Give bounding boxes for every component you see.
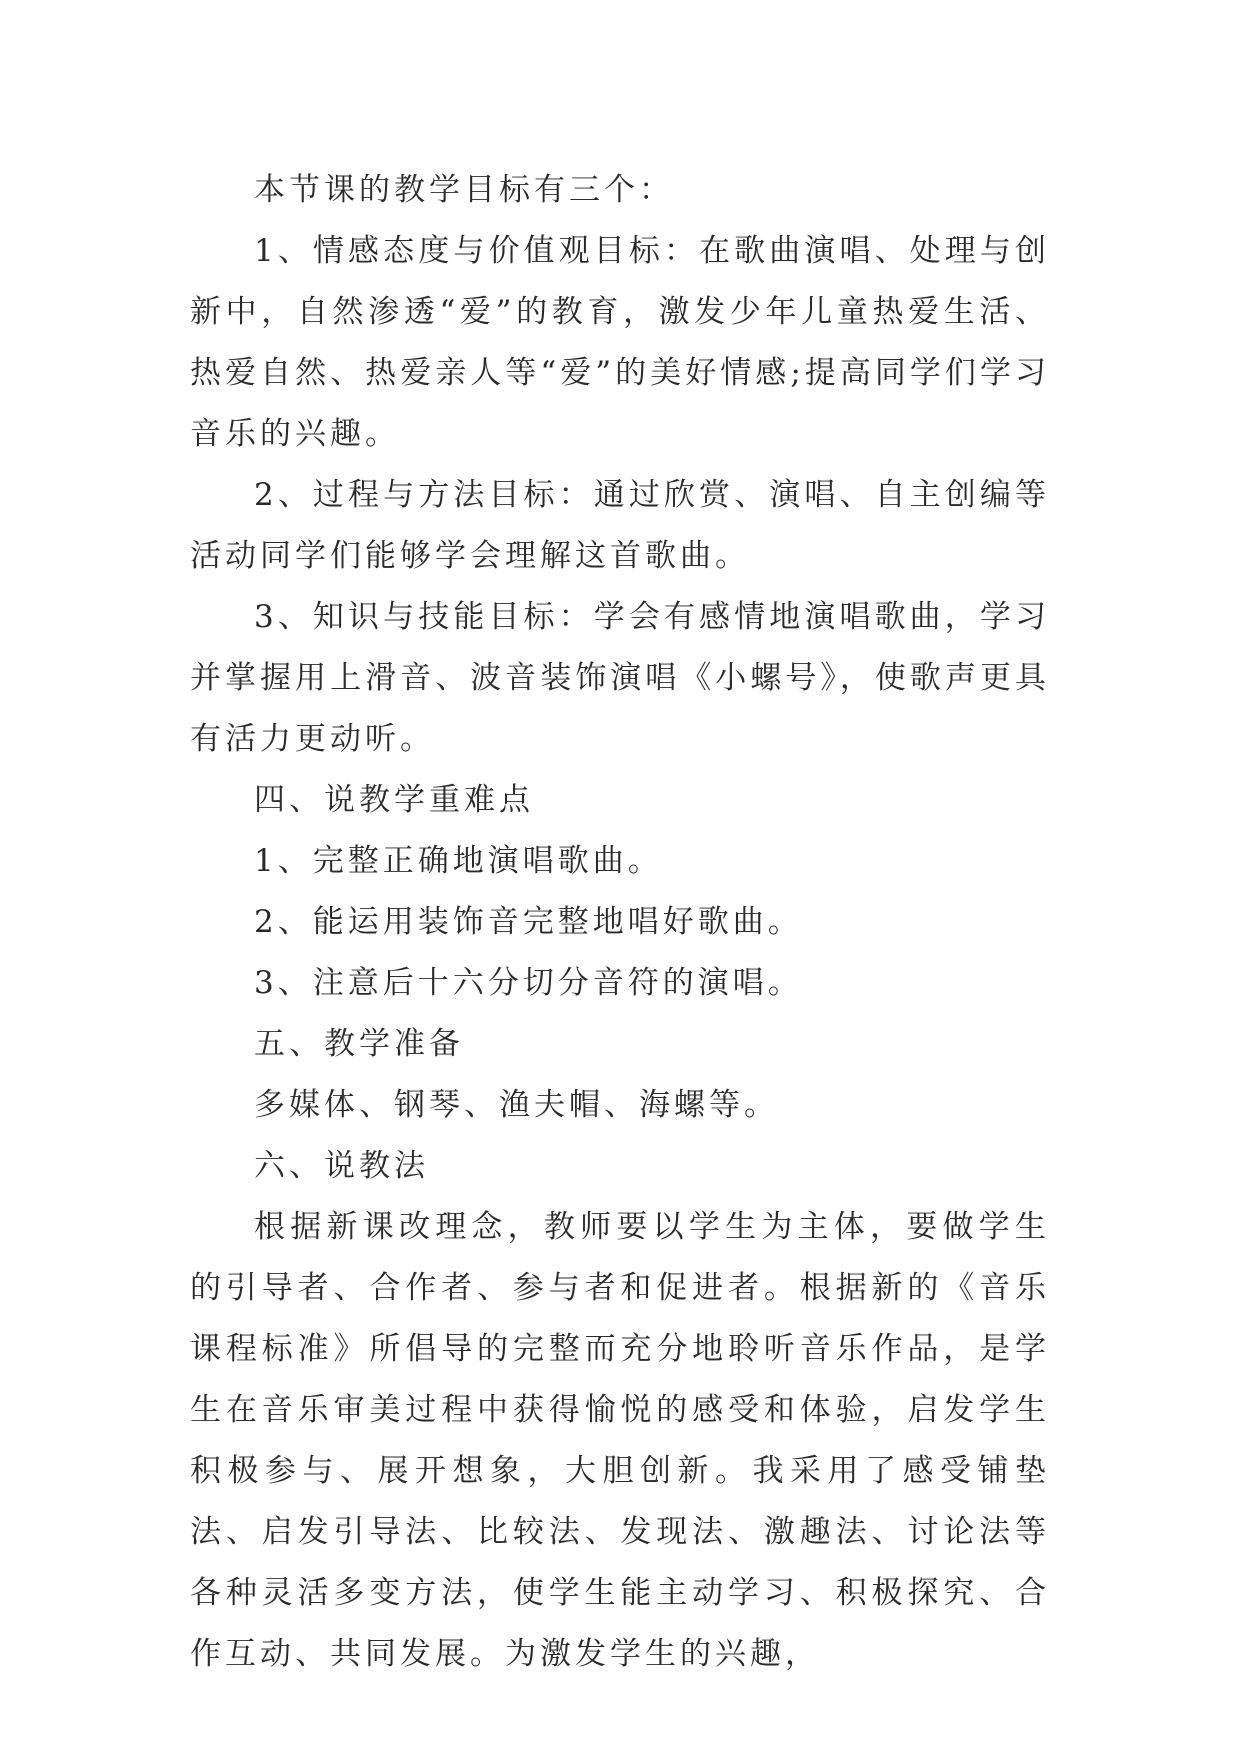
- paragraph-objective-emotion: 1、情感态度与价值观目标：在歌曲演唱、处理与创新中，自然渗透“爱”的教育，激发少年儿童热爱生活、热爱自然、热爱亲人等“爱”的美好情感;提高同学们学习音乐的兴趣。: [190, 233, 1050, 452]
- paragraph-key-point-2: 2、能运用装饰音完整地唱好歌曲。: [254, 904, 803, 940]
- paragraph-key-point-1: 1、完整正确地演唱歌曲。: [254, 843, 663, 879]
- section-heading-preparation: 五、教学准备: [254, 1026, 464, 1062]
- paragraph-methods: 根据新课改理念，教师要以学生为主体，要做学生的引导者、合作者、参与者和促进者。根据新的《音乐课程标准》所倡导的完整而充分地聆听音乐作品，是学生在音乐审美过程中获得愉悦的感受和体验，启发学生积极参与、展开想象，大胆创新。我采用了感受铺垫法、启发引导法、比较法、发现法、激趣法、讨论法等各种灵活多变方法，使学生能主动学习、积极探究、合作互动、共同发展。为激发学生的兴趣，: [190, 1209, 1050, 1672]
- paragraph-objective-skills: 3、知识与技能目标：学会有感情地演唱歌曲，学习并掌握用上滑音、波音装饰演唱《小螺号》，使歌声更具有活力更动听。: [190, 599, 1050, 757]
- section-heading-key-points: 四、说教学重难点: [254, 782, 534, 818]
- paragraph-key-point-3: 3、注意后十六分切分音符的演唱。: [254, 965, 803, 1001]
- paragraph-objectives-intro: 本节课的教学目标有三个：: [254, 172, 674, 208]
- paragraph-objective-process: 2、过程与方法目标：通过欣赏、演唱、自主创编等活动同学们能够学会理解这首歌曲。: [190, 477, 1050, 574]
- paragraph-preparation: 多媒体、钢琴、渔夫帽、海螺等。: [254, 1087, 779, 1123]
- section-heading-methods: 六、说教法: [254, 1148, 429, 1184]
- document-body: [190, 160, 1050, 1685]
